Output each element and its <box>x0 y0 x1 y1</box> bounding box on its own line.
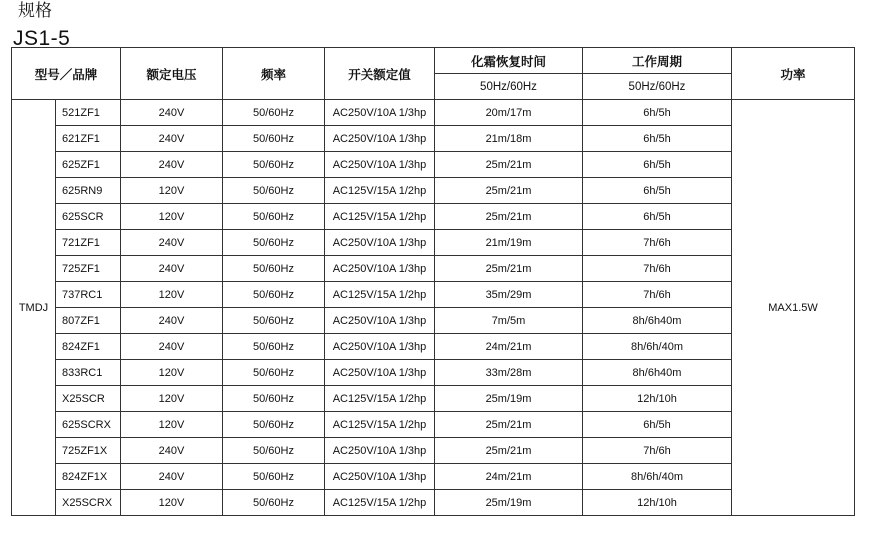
table-row <box>12 490 855 516</box>
work-cycle-cell: 6h/5h <box>583 126 732 152</box>
model-cell: X25SCR <box>56 386 121 412</box>
switch-rating-cell: AC250V/10A 1/3hp <box>325 100 435 126</box>
switch-rating-cell: AC125V/15A 1/2hp <box>325 386 435 412</box>
frequency-cell: 50/60Hz <box>223 360 325 386</box>
model-cell: 621ZF1 <box>56 126 121 152</box>
switch-rating-cell: AC250V/10A 1/3hp <box>325 126 435 152</box>
defrost-time-cell: 21m/19m <box>435 230 583 256</box>
voltage-cell: 240V <box>121 308 223 334</box>
table-row <box>12 282 855 308</box>
header-work-cycle: 工作周期 <box>583 48 732 74</box>
header-model-brand: 型号／品牌 <box>12 48 121 100</box>
frequency-cell: 50/60Hz <box>223 282 325 308</box>
frequency-cell: 50/60Hz <box>223 490 325 516</box>
voltage-cell: 240V <box>121 256 223 282</box>
table-row <box>12 178 855 204</box>
defrost-time-cell: 33m/28m <box>435 360 583 386</box>
defrost-time-cell: 25m/21m <box>435 438 583 464</box>
frequency-cell: 50/60Hz <box>223 204 325 230</box>
table-row <box>12 100 855 126</box>
frequency-cell: 50/60Hz <box>223 178 325 204</box>
voltage-cell: 240V <box>121 464 223 490</box>
voltage-cell: 240V <box>121 230 223 256</box>
work-cycle-cell: 8h/6h/40m <box>583 334 732 360</box>
defrost-time-cell: 25m/19m <box>435 490 583 516</box>
voltage-cell: 120V <box>121 178 223 204</box>
page-heading: 规格 <box>18 1 52 21</box>
defrost-time-cell: 21m/18m <box>435 126 583 152</box>
voltage-cell: 120V <box>121 204 223 230</box>
model-cell: 625RN9 <box>56 178 121 204</box>
model-cell: X25SCRX <box>56 490 121 516</box>
voltage-cell: 120V <box>121 412 223 438</box>
frequency-cell: 50/60Hz <box>223 256 325 282</box>
table-row <box>12 438 855 464</box>
table-row <box>12 126 855 152</box>
switch-rating-cell: AC125V/15A 1/2hp <box>325 490 435 516</box>
work-cycle-cell: 7h/6h <box>583 438 732 464</box>
table-row <box>12 360 855 386</box>
voltage-cell: 240V <box>121 152 223 178</box>
work-cycle-cell: 6h/5h <box>583 178 732 204</box>
voltage-cell: 120V <box>121 282 223 308</box>
table-row <box>12 386 855 412</box>
switch-rating-cell: AC250V/10A 1/3hp <box>325 334 435 360</box>
model-cell: 824ZF1 <box>56 334 121 360</box>
model-cell: 807ZF1 <box>56 308 121 334</box>
table-row <box>12 334 855 360</box>
frequency-cell: 50/60Hz <box>223 308 325 334</box>
header-power: 功率 <box>732 48 855 100</box>
header-defrost-time: 化霜恢复时间 <box>435 48 583 74</box>
frequency-cell: 50/60Hz <box>223 334 325 360</box>
frequency-cell: 50/60Hz <box>223 126 325 152</box>
work-cycle-cell: 7h/6h <box>583 282 732 308</box>
model-cell: 725ZF1 <box>56 256 121 282</box>
table-row <box>12 308 855 334</box>
model-cell: 721ZF1 <box>56 230 121 256</box>
switch-rating-cell: AC125V/15A 1/2hp <box>325 178 435 204</box>
model-cell: 625SCRX <box>56 412 121 438</box>
switch-rating-cell: AC250V/10A 1/3hp <box>325 308 435 334</box>
voltage-cell: 240V <box>121 100 223 126</box>
voltage-cell: 240V <box>121 334 223 360</box>
header-rated-voltage: 额定电压 <box>121 48 223 100</box>
model-cell: 625ZF1 <box>56 152 121 178</box>
frequency-cell: 50/60Hz <box>223 386 325 412</box>
defrost-time-cell: 35m/29m <box>435 282 583 308</box>
header-frequency: 频率 <box>223 48 325 100</box>
defrost-time-cell: 25m/21m <box>435 256 583 282</box>
work-cycle-cell: 7h/6h <box>583 230 732 256</box>
model-cell: 824ZF1X <box>56 464 121 490</box>
frequency-cell: 50/60Hz <box>223 438 325 464</box>
defrost-time-cell: 25m/19m <box>435 386 583 412</box>
work-cycle-cell: 6h/5h <box>583 412 732 438</box>
switch-rating-cell: AC250V/10A 1/3hp <box>325 438 435 464</box>
switch-rating-cell: AC125V/15A 1/2hp <box>325 282 435 308</box>
header-work-cycle-unit: 50Hz/60Hz <box>583 74 732 100</box>
work-cycle-cell: 7h/6h <box>583 256 732 282</box>
switch-rating-cell: AC125V/15A 1/2hp <box>325 204 435 230</box>
brand-cell: TMDJ <box>12 100 56 516</box>
defrost-time-cell: 25m/21m <box>435 178 583 204</box>
work-cycle-cell: 8h/6h/40m <box>583 464 732 490</box>
header-row <box>12 48 855 74</box>
power-cell: MAX1.5W <box>732 100 855 516</box>
model-cell: 725ZF1X <box>56 438 121 464</box>
work-cycle-cell: 6h/5h <box>583 204 732 230</box>
work-cycle-cell: 12h/10h <box>583 490 732 516</box>
header-defrost-time-unit: 50Hz/60Hz <box>435 74 583 100</box>
frequency-cell: 50/60Hz <box>223 412 325 438</box>
work-cycle-cell: 12h/10h <box>583 386 732 412</box>
table-row <box>12 230 855 256</box>
spec-table <box>11 47 855 516</box>
work-cycle-cell: 8h/6h40m <box>583 360 732 386</box>
frequency-cell: 50/60Hz <box>223 152 325 178</box>
frequency-cell: 50/60Hz <box>223 100 325 126</box>
switch-rating-cell: AC250V/10A 1/3hp <box>325 464 435 490</box>
table-row <box>12 256 855 282</box>
header-switch-rating: 开关额定值 <box>325 48 435 100</box>
defrost-time-cell: 24m/21m <box>435 334 583 360</box>
work-cycle-cell: 8h/6h40m <box>583 308 732 334</box>
frequency-cell: 50/60Hz <box>223 464 325 490</box>
table-row <box>12 152 855 178</box>
model-cell: 521ZF1 <box>56 100 121 126</box>
frequency-cell: 50/60Hz <box>223 230 325 256</box>
voltage-cell: 120V <box>121 386 223 412</box>
switch-rating-cell: AC250V/10A 1/3hp <box>325 256 435 282</box>
switch-rating-cell: AC250V/10A 1/3hp <box>325 230 435 256</box>
table-row <box>12 204 855 230</box>
defrost-time-cell: 7m/5m <box>435 308 583 334</box>
defrost-time-cell: 25m/21m <box>435 204 583 230</box>
voltage-cell: 240V <box>121 126 223 152</box>
model-cell: 833RC1 <box>56 360 121 386</box>
defrost-time-cell: 24m/21m <box>435 464 583 490</box>
spec-table-body <box>12 100 855 516</box>
defrost-time-cell: 25m/21m <box>435 152 583 178</box>
table-row <box>12 412 855 438</box>
defrost-time-cell: 25m/21m <box>435 412 583 438</box>
model-cell: 625SCR <box>56 204 121 230</box>
model-series-title: JS1-5 <box>13 27 71 50</box>
switch-rating-cell: AC250V/10A 1/3hp <box>325 360 435 386</box>
voltage-cell: 240V <box>121 438 223 464</box>
model-cell: 737RC1 <box>56 282 121 308</box>
switch-rating-cell: AC250V/10A 1/3hp <box>325 152 435 178</box>
switch-rating-cell: AC125V/15A 1/2hp <box>325 412 435 438</box>
table-row <box>12 464 855 490</box>
work-cycle-cell: 6h/5h <box>583 100 732 126</box>
voltage-cell: 120V <box>121 360 223 386</box>
voltage-cell: 120V <box>121 490 223 516</box>
defrost-time-cell: 20m/17m <box>435 100 583 126</box>
work-cycle-cell: 6h/5h <box>583 152 732 178</box>
